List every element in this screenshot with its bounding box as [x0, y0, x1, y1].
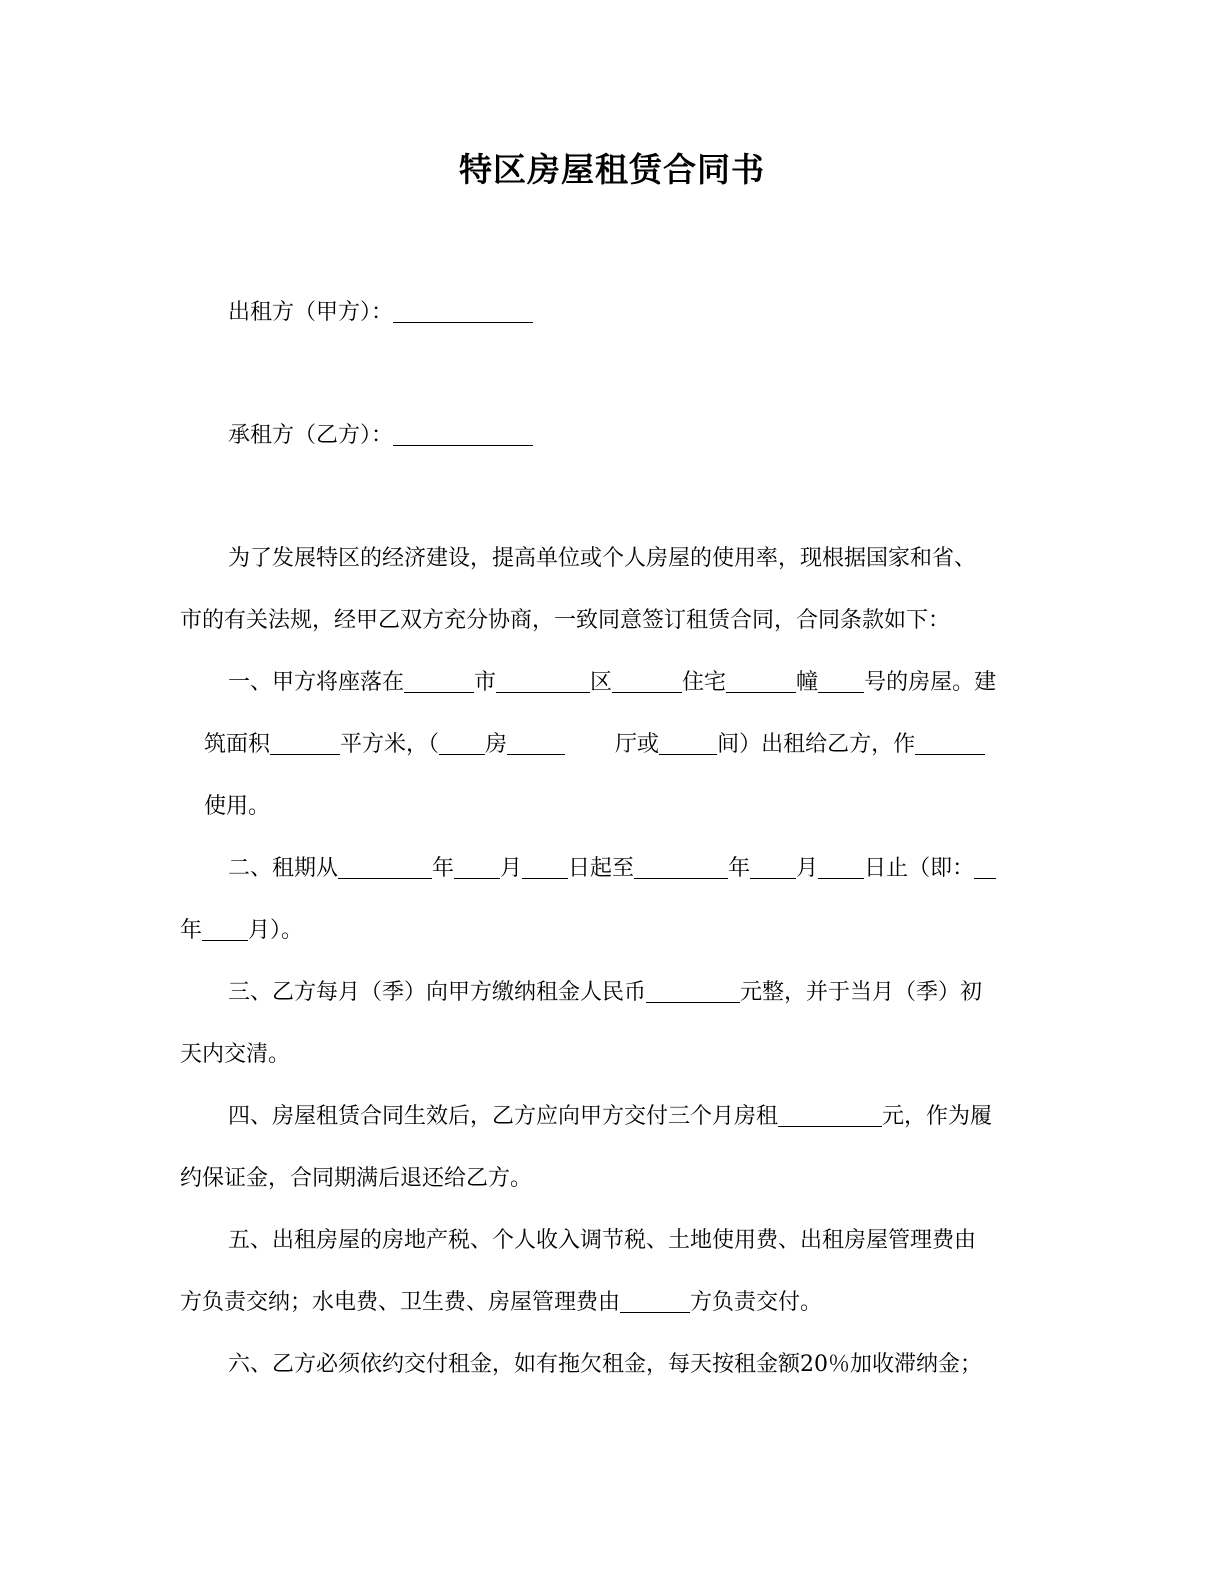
clause1-text: 房 [485, 732, 508, 757]
clause3-text: 元整，并于当月（季）初 [740, 980, 983, 1005]
party-b-line [228, 421, 533, 451]
clause1-text: 号的房屋。建 [864, 670, 997, 695]
clause2-text: 年 [728, 856, 751, 881]
clause4-line-2: 约保证金，合同期满后退还给乙方。 [180, 1166, 533, 1191]
clause2-line-2 [180, 916, 303, 946]
party-b-label: 承租方（乙方）： [228, 423, 394, 448]
clause2-line-1 [228, 854, 996, 884]
city-blank [404, 670, 474, 693]
clause6-line-1: 六、乙方必须依约交付租金，如有拖欠租金，每天按租金额20％加收滞纳金； [228, 1352, 982, 1377]
number-blank [818, 670, 864, 693]
clause5-line-1: 五、出租房屋的房地产税、个人收入调节税、土地使用费、出租房屋管理费由 [228, 1228, 977, 1253]
end-month-blank [750, 856, 796, 879]
halls-blank [507, 732, 565, 755]
clause1-text: 厅或 [615, 732, 660, 757]
clause1-text: 幢 [796, 670, 819, 695]
rent-amount-blank [646, 980, 740, 1003]
clause2-text: 日止（即： [864, 856, 975, 881]
district-blank [496, 670, 590, 693]
party-b-blank [393, 423, 533, 446]
clause3-line-1 [228, 978, 982, 1008]
clause1-text: 一、甲方将座落在 [228, 670, 405, 695]
clause1-line-3: 使用。 [204, 794, 271, 819]
utility-party-blank [620, 1290, 690, 1313]
clause5-text: 方负责交纳；水电费、卫生费、房屋管理费由 [180, 1290, 621, 1315]
clause1-text: 市 [474, 670, 497, 695]
intro-line-1: 为了发展特区的经济建设，提高单位或个人房屋的使用率，现根据国家和省、 [228, 546, 977, 571]
party-a-label: 出租方（甲方）： [228, 300, 394, 325]
usage-blank [915, 732, 985, 755]
clause1-text: 区 [590, 670, 613, 695]
clause2-text: 二、租期从 [228, 856, 339, 881]
clause1-text: 住宅 [682, 670, 727, 695]
party-a-line [228, 298, 533, 328]
clause1-text: 平方米，（ [340, 732, 440, 757]
end-year-blank [634, 856, 728, 879]
start-year-blank [338, 856, 432, 879]
building-blank [726, 670, 796, 693]
clause5-line-2 [180, 1288, 822, 1318]
end-day-blank [818, 856, 864, 879]
start-month-blank [454, 856, 500, 879]
term-years-blank [974, 856, 996, 879]
clause3-text: 三、乙方每月（季）向甲方缴纳租金人民币 [228, 980, 647, 1005]
clause2-text: 月 [500, 856, 523, 881]
clause4-line-1 [228, 1102, 992, 1132]
clause1-line-1 [228, 668, 996, 698]
document-title: 特区房屋租赁合同书 [459, 150, 765, 189]
clause2-text: 年 [432, 856, 455, 881]
clause4-text: 四、房屋租赁合同生效后，乙方应向甲方交付三个月房租 [228, 1104, 779, 1129]
clause1-line-2 [204, 730, 985, 760]
party-a-blank [393, 300, 533, 323]
start-day-blank [522, 856, 568, 879]
clause2-text: 日起至 [568, 856, 635, 881]
residence-blank [612, 670, 682, 693]
units-blank [659, 732, 717, 755]
clause2-text: 年 [180, 918, 203, 943]
clause1-text: 间）出租给乙方，作 [717, 732, 916, 757]
clause2-text: 月 [796, 856, 819, 881]
intro-line-2: 市的有关法规，经甲乙双方充分协商，一致同意签订租赁合同，合同条款如下： [180, 608, 951, 633]
area-blank [270, 732, 340, 755]
rooms-blank [439, 732, 485, 755]
clause4-text: 元，作为履 [882, 1104, 993, 1129]
term-months-blank [202, 918, 248, 941]
clause1-text: 筑面积 [204, 732, 271, 757]
clause2-text: 月）。 [248, 918, 304, 943]
clause5-text: 方负责交付。 [690, 1290, 823, 1315]
clause3-line-2: 天内交清。 [180, 1042, 291, 1067]
deposit-blank [778, 1104, 882, 1127]
